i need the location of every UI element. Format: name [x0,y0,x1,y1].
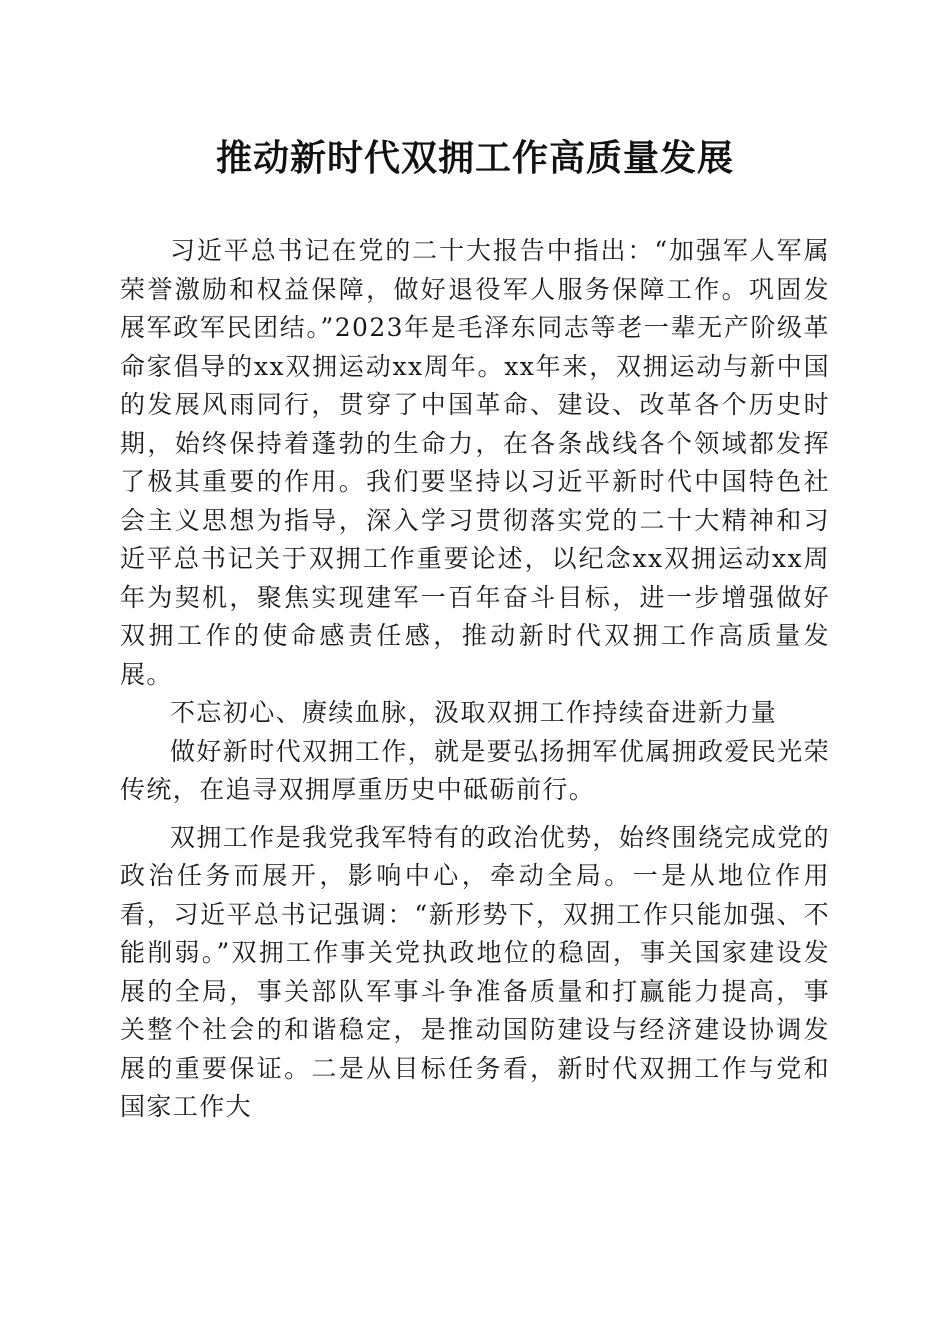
section-heading: 不忘初心、赓续血脉，汲取双拥工作持续奋进新力量 [170,698,778,727]
paragraph-section-lead: 做好新时代双拥工作，就是要弘扬拥军优属拥政爱民光荣传统，在追寻双拥厚重历史中砥砺前行。 [120,736,831,804]
paragraph-intro: 习近平总书记在党的二十大报告中指出：“加强军人军属荣誉激励和权益保障，做好退役军人服务保障工作。巩固发展军政军民团结。”2023年是毛泽东同志等老一辈无产阶级革命家倡导的xx双拥运动xx周年。xx年来，双拥运动与新中国的发展风雨同行，贯穿了中国革命、建设、改革各个历史时期，始终保持着蓬勃的生命力，在各条战线各个领域都发挥了极其重要的作用。我们要坚持以习近平新时代中国特色社会主义思想为指导，深入学习贯彻落实党的二十大精神和习近平总书记关于双拥工作重要论述，以纪念xx双拥运动xx周年为契机，聚焦实现建军一百年奋斗目标，进一步增强做好双拥工作的使命感责任感，推动新时代双拥工作高质量发展。 [120,236,830,689]
paragraph-political-advantage: 双拥工作是我党我军特有的政治优势，始终围绕完成党的政治任务而展开，影响中心，牵动全局。一是从地位作用看，习近平总书记强调：“新形势下，双拥工作只能加强、不能削弱。”双拥工作事关党执政地位的稳固，事关国家建设发展的全局，事关部队军事斗争准备质量和打赢能力提高，事关整个社会的和谐稳定，是推动国防建设与经济建设协调发展的重要保证。二是从目标任务看，新时代双拥工作与党和国家工作大 [120,822,831,1121]
document-title: 推动新时代双拥工作高质量发展 [215,137,734,179]
document-body [120,232,830,1127]
